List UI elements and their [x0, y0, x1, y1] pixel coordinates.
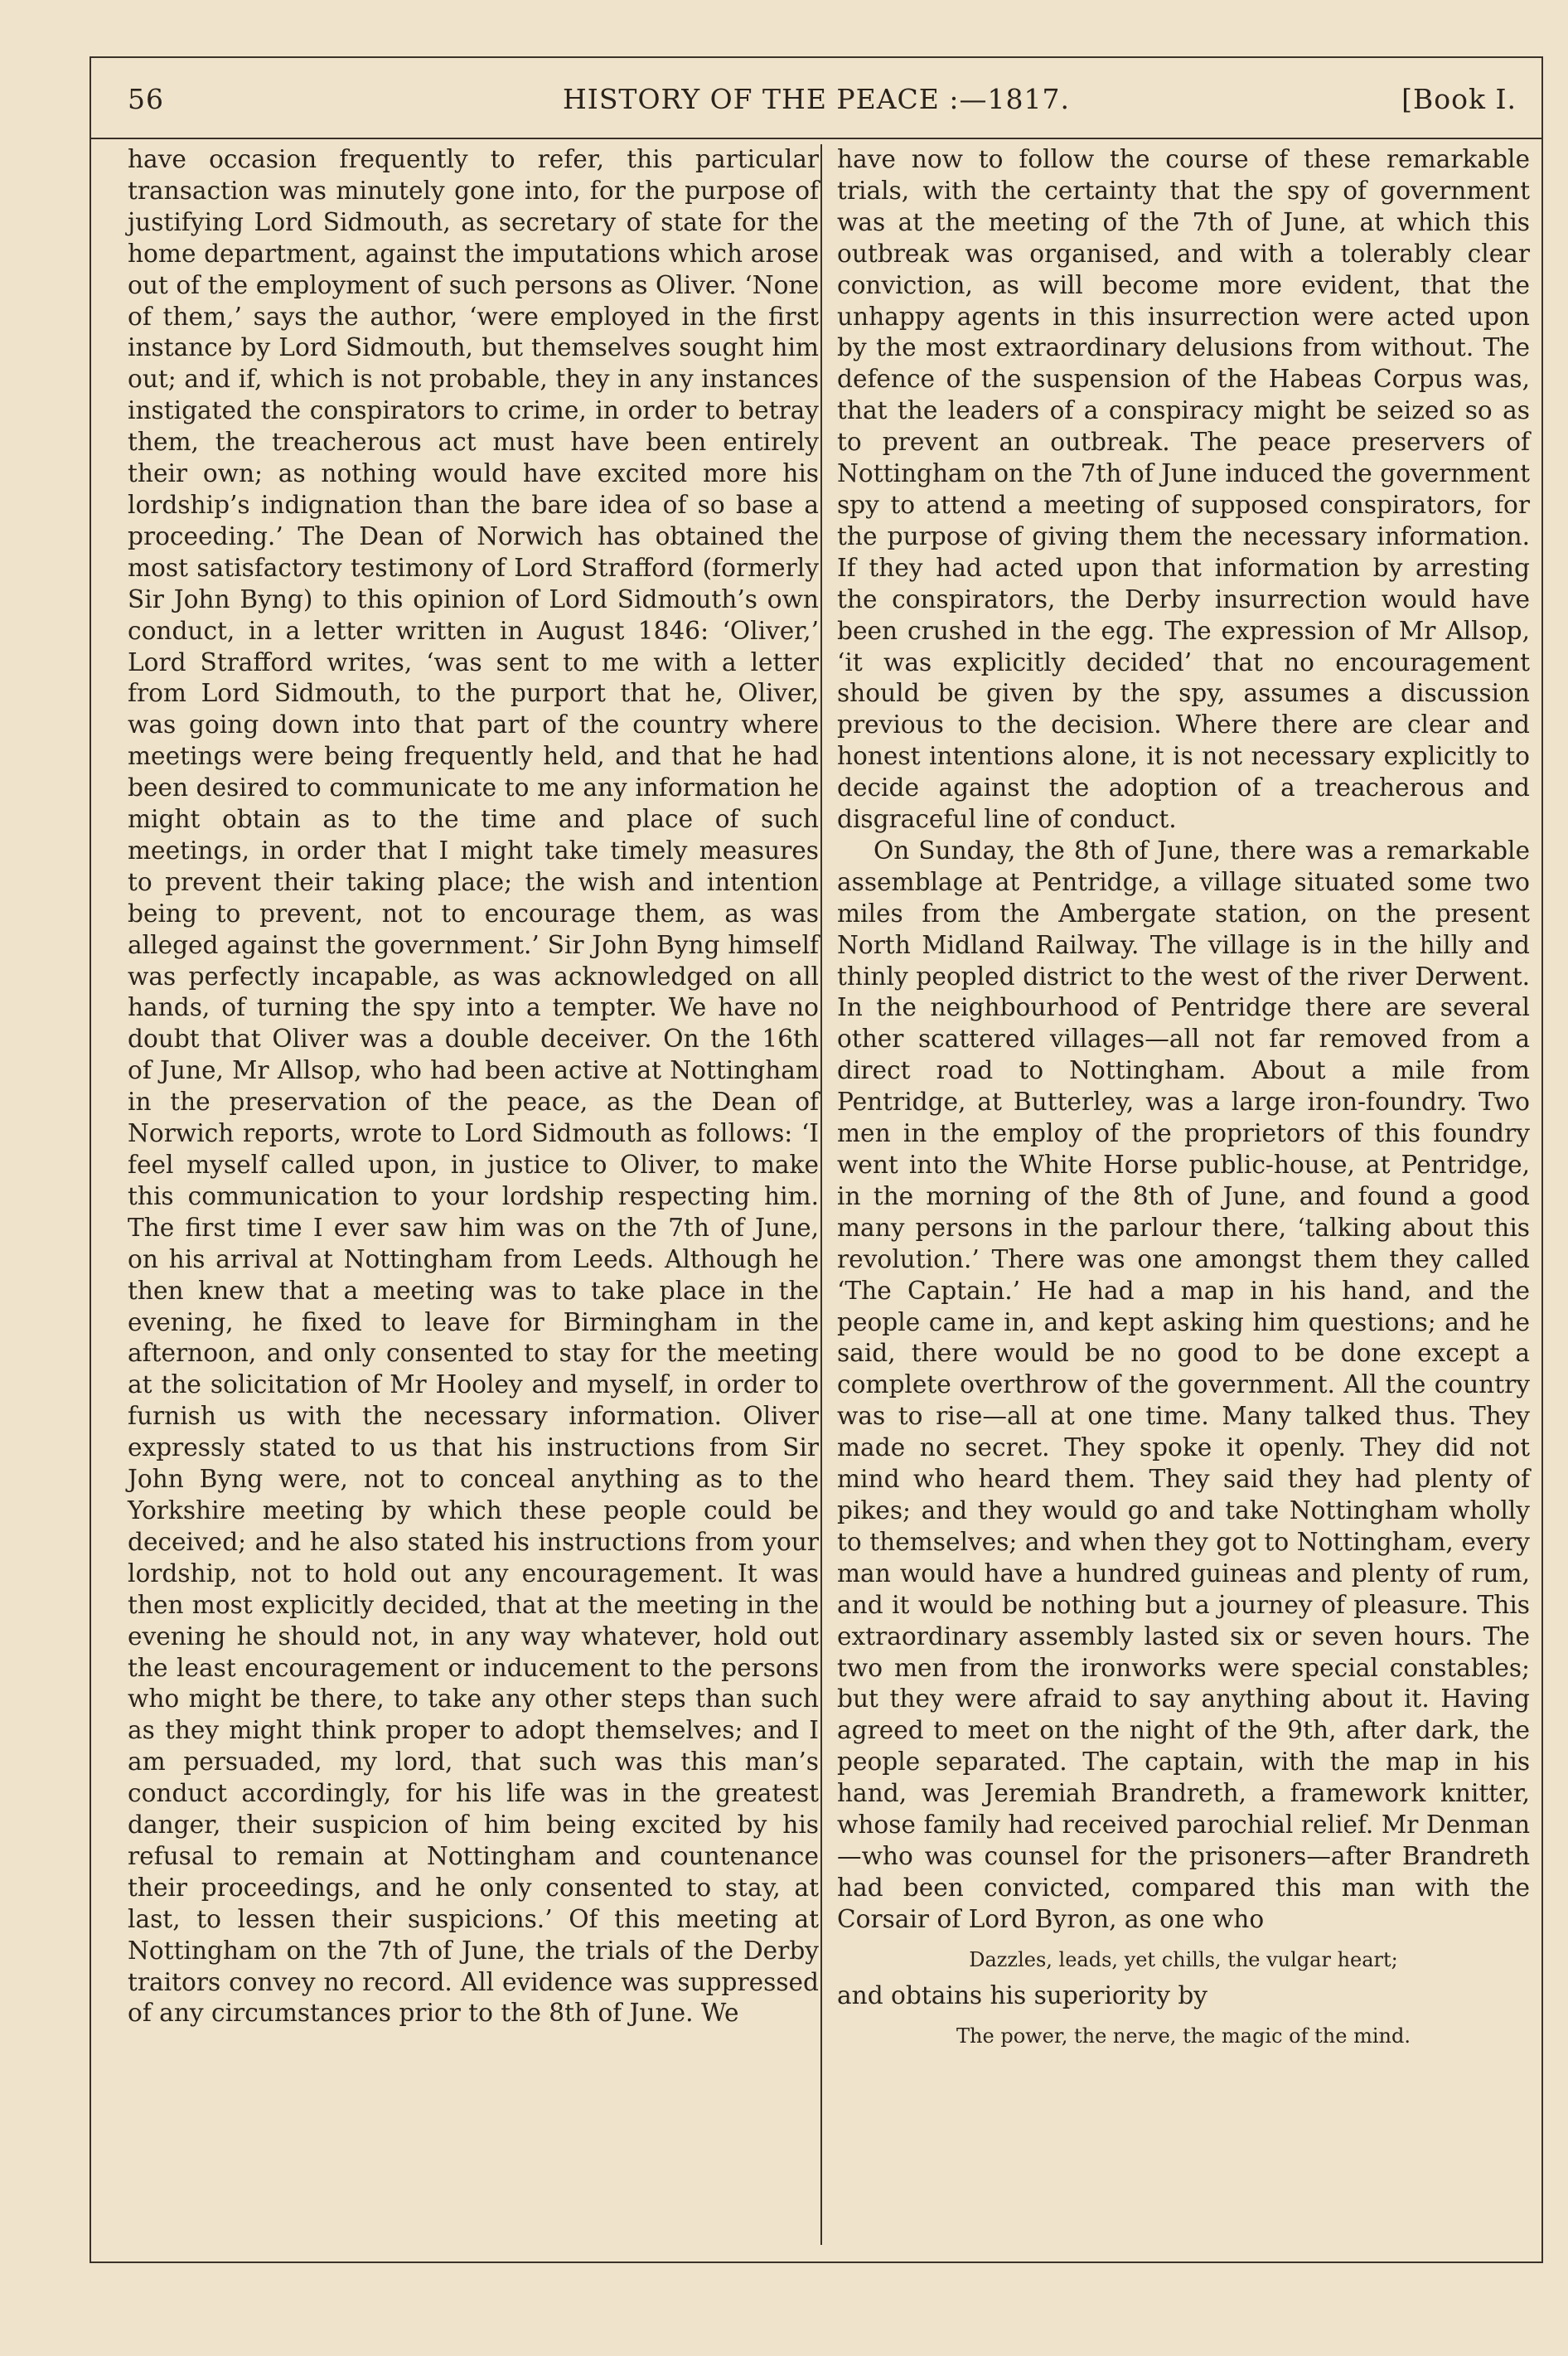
verse-quote: Dazzles, leads, yet chills, the vulgar heart;	[969, 1947, 1398, 1971]
paragraph: and obtains his superiority by	[837, 1980, 1208, 2009]
paragraph: have occasion frequently to refer, this particular transaction was minutely gone into, for the purpose of justifying Lord Sidmouth, as secretary of state for the home department, against the imputations which arose out of the employment of such persons as Oliver. ‘None of them,’ says the author, ‘were employed in the first instance by Lord Sidmouth, but themselves sought him out; and if, which is not probable, they in any instances instigated the conspirators to crime, in order to betray them, the treacherous act must have been entirely their own; as nothing would have excited more his lordship’s indignation than the bare idea of so base a proceeding.’ The Dean of Norwich has obtained the most satisfactory testimony of Lord Strafford (formerly Sir John Byng) to this opinion of Lord Sidmouth’s own conduct, in a letter written in August 1846: ‘Oliver,’ Lord Strafford writes, ‘was sent to me with a letter from Lord Sidmouth, to the purport that he, Oliver, was going down into that part of the country where meetings were being frequently held, and that he had been desired to communicate to me any information he might obtain as to the time and place of such meetings, in order that I might take timely measures to prevent their taking place; the wish and intention being to prevent, not to encourage them, as was alleged against the government.’ Sir John Byng himself was perfectly incapable, as was acknowledged on all hands, of turning the spy into a tempter. We have no doubt that Oliver was a double deceiver. On the 16th of June, Mr Allsop, who had been active at Nottingham in the preservation of the peace, as the Dean of Norwich reports, wrote to Lord Sidmouth as follows: ‘I feel myself called upon, in justice to Oliver, to make this communication to your lordship respecting him. The first time I ever saw him was on the 7th of June, on his arrival at Nottingham from Leeds. Although he then knew that a meeting was to take place in the evening, he fixed to leave for Birmingham in the afternoon, and only consented to stay for the meeting at the solicitation of Mr Hooley and myself, in order to furnish us with the necessary information. Oliver expressly stated to us that his instructions from Sir John Byng were, not to conceal anything as to the Yorkshire meeting by which these people could be deceived; and he also stated his instructions from your lordship, not to hold out any encouragement. It was then most explicitly decided, that at the meeting in the evening he should not, in any way whatever, hold out the least encouragement or inducement to the persons who might be there, to take any other steps than such as they might think proper to adopt themselves; and I am persuaded, my lord, that such was this man’s conduct accordingly, for his life was in the greatest danger, their suspicion of him being excited by his refusal to remain at Nottingham and countenance their proceedings, and he only consented to stay, at last, to lessen their suspicions.’ Of this meeting at Nottingham on the 7th of June, the trials of the Derby traitors convey no record. All evidence was suppressed of any circumstances prior to the 8th of June. We	[128, 145, 819, 2028]
right-column	[820, 144, 1530, 2245]
book-label: [Book I.	[1401, 83, 1517, 115]
running-title: HISTORY OF THE PEACE :—1817.	[563, 83, 1070, 115]
verse-quote: The power, the nerve, the magic of the mind.	[956, 2024, 1411, 2048]
page-number: 56	[128, 83, 164, 115]
paragraph: On Sunday, the 8th of June, there was a remarkable assemblage at Pentridge, a village situated some two miles from the Ambergate station, on the present North Midland Railway. The village is in the hilly and thinly peopled district to the west of the river Derwent. In the neighbourhood of Pentridge there are several other scattered villages—all not far removed from a direct road to Nottingham. About a mile from Pentridge, at Butterley, was a large iron-foundry. Two men in the employ of the proprietors of this foundry went into the White Horse public-house, at Pentridge, in the morning of the 8th of June, and found a good many persons in the parlour there, ‘talking about this revolution.’ There was one amongst them they called ‘The Captain.’ He had a map in his hand, and the people came in, and kept asking him questions; and he said, there would be no good to be done except a complete overthrow of the government. All the country was to rise—all at one time. Many talked thus. They made no secret. They spoke it openly. They did not mind who heard them. They said they had plenty of pikes; and they would go and take Nottingham wholly to themselves; and when they got to Nottingham, every man would have a hundred guineas and plenty of rum, and it would be nothing but a journey of pleasure. This extraordinary assembly lasted six or seven hours. The two men from the ironworks were special constables; but they were afraid to say anything about it. Having agreed to meet on the night of the 9th, after dark, the people separated. The captain, with the map in his hand, was Jeremiah Brandreth, a framework knitter, whose family had received parochial relief. Mr Denman—who was counsel for the prisoners—after Brandreth had been convicted, compared this man with the Corsair of Lord Byron, as one who	[837, 836, 1530, 1933]
page-frame	[90, 56, 1543, 2263]
left-column	[128, 144, 819, 2245]
paragraph: have now to follow the course of these remarkable trials, with the certainty that the spy of government was at the meeting of the 7th of June, at which this outbreak was organised, and with a tolerably clear conviction, as will become more evident, that the unhappy agents in this insurrection were acted upon by the most extraordinary delusions from without. The defence of the suspension of the Habeas Corpus was, that the leaders of a conspiracy might be seized so as to prevent an outbreak. The peace preservers of Nottingham on the 7th of June induced the government spy to attend a meeting of supposed conspirators, for the purpose of giving them the necessary information. If they had acted upon that information by arresting the conspirators, the Derby insurrection would have been crushed in the egg. The expression of Mr Allsop, ‘it was explicitly decided’ that no encouragement should be given by the spy, assumes a discussion previous to the decision. Where there are clear and honest intentions alone, it is not necessary explicitly to decide against the adoption of a treacherous and disgraceful line of conduct.	[837, 145, 1530, 834]
running-header	[91, 58, 1541, 139]
